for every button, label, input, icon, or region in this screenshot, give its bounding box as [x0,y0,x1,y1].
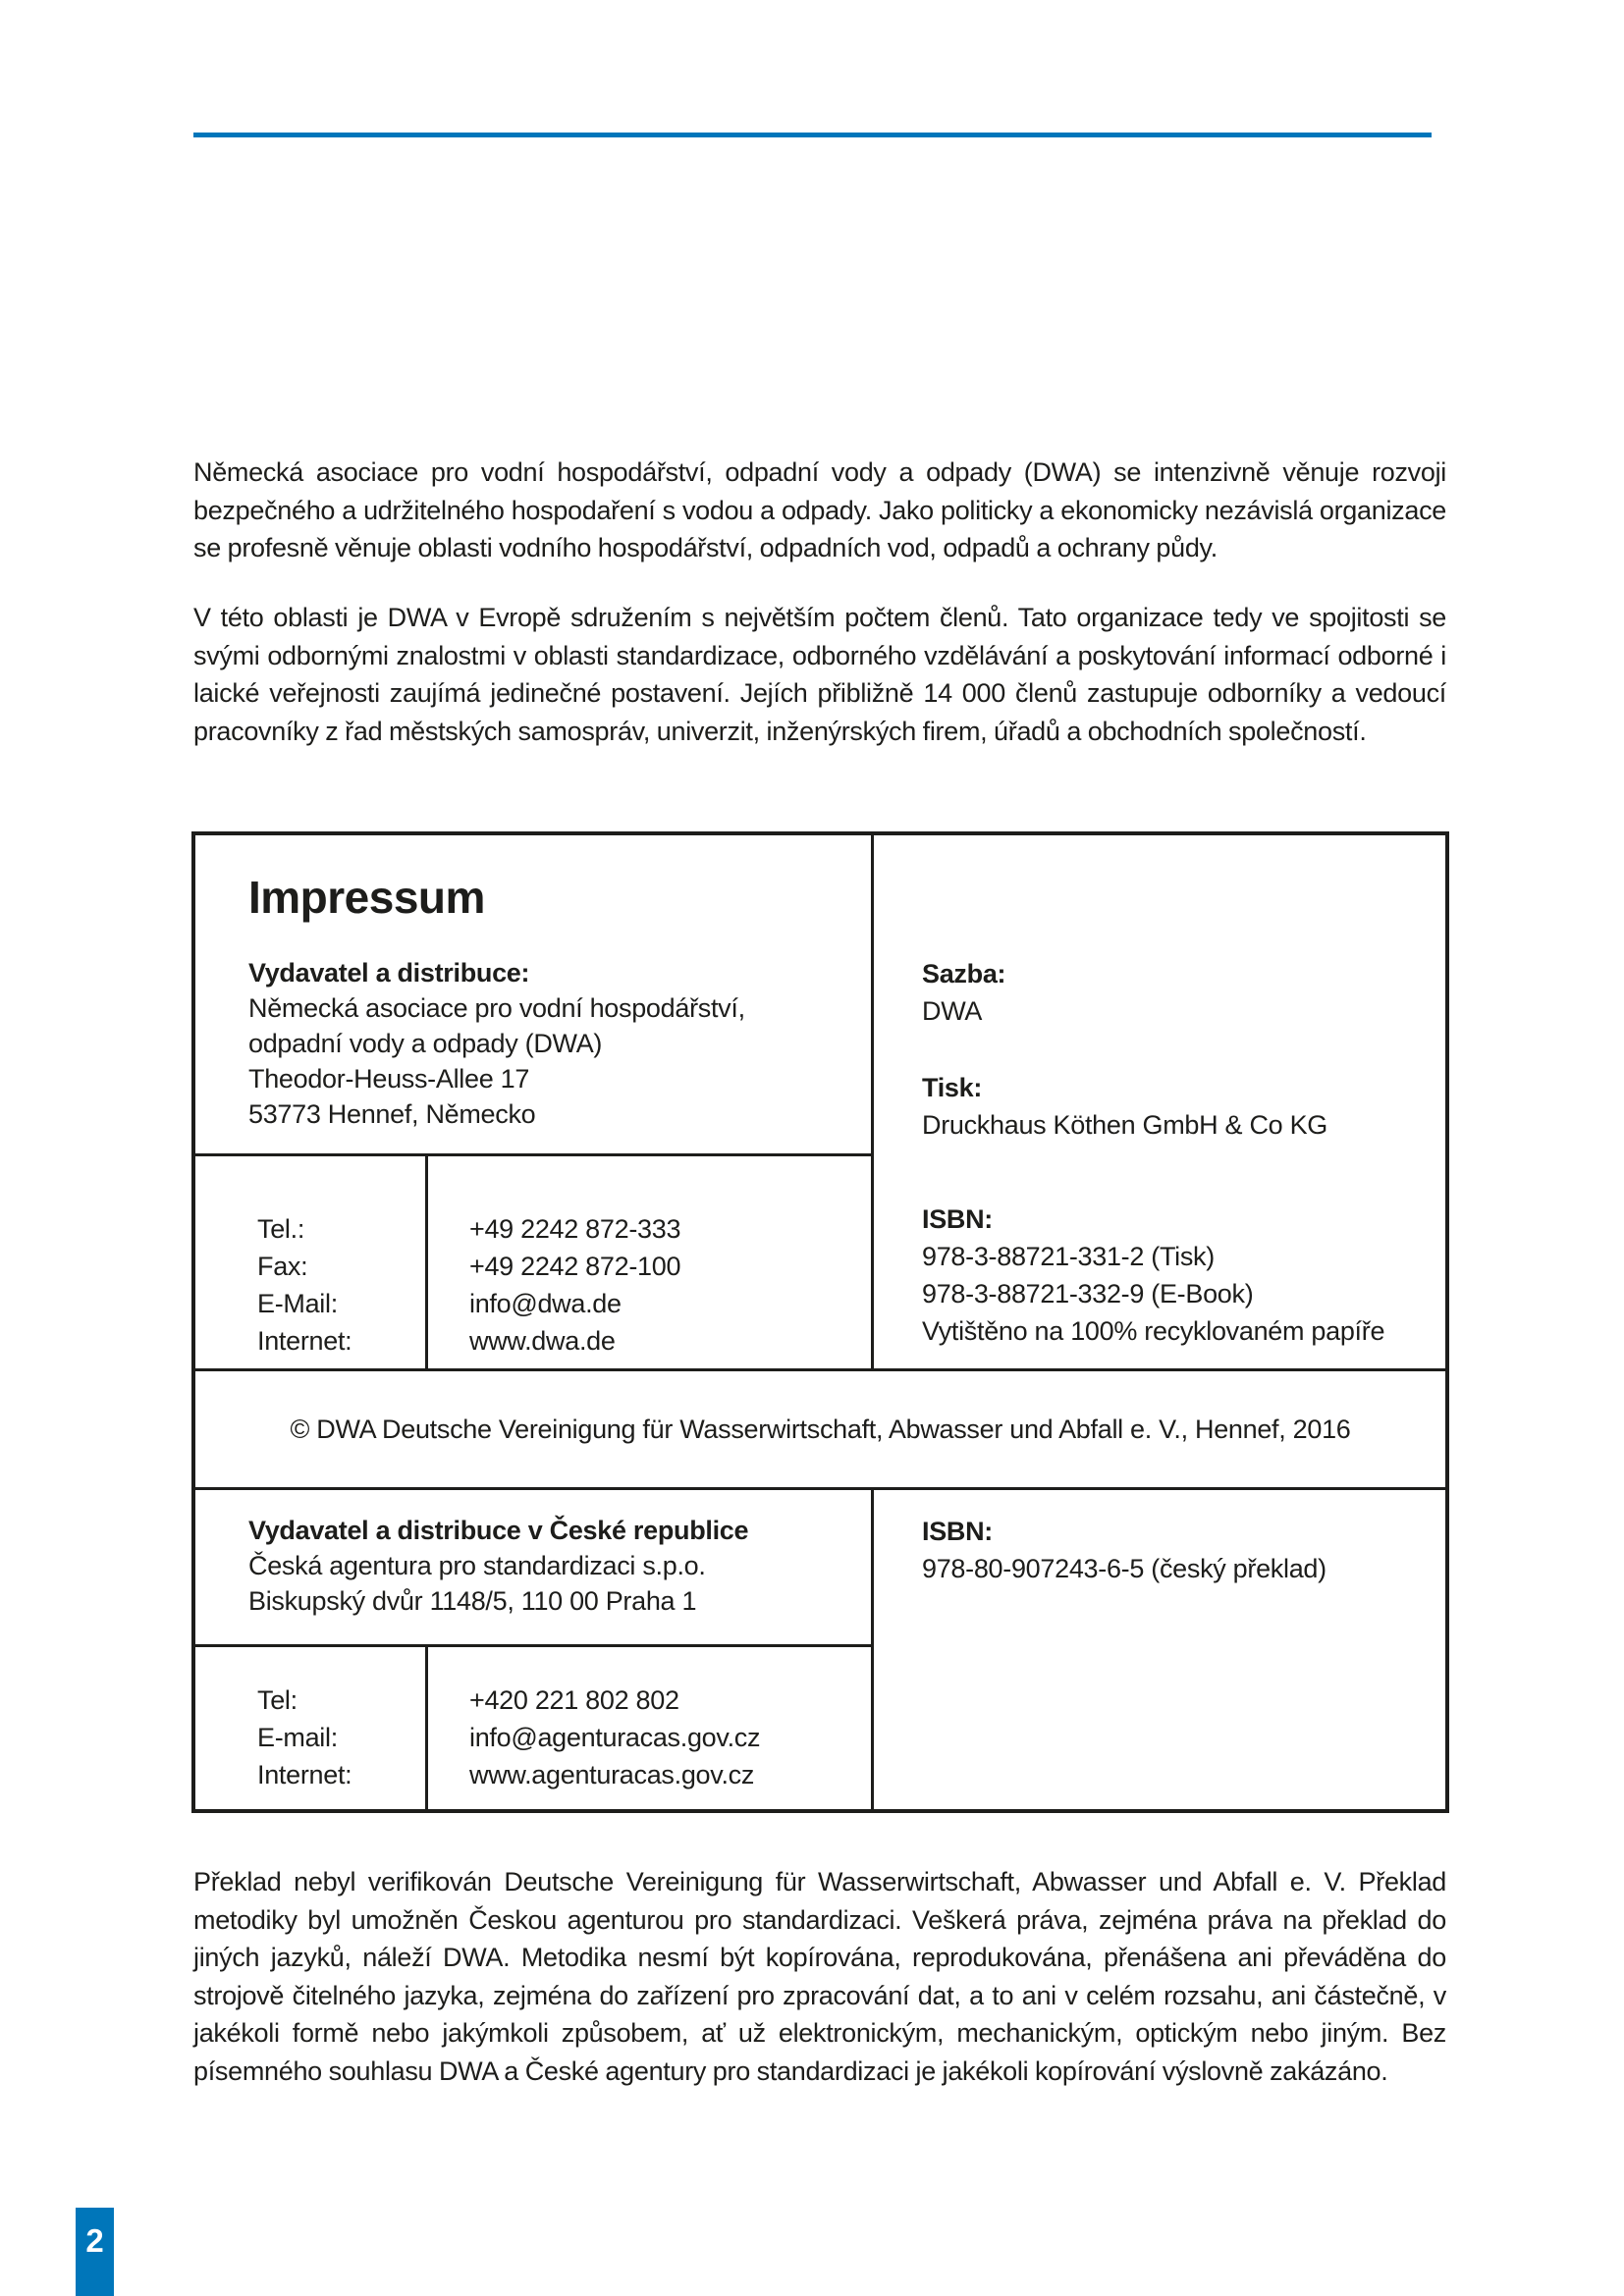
header-rule [193,133,1432,137]
publisher-de-line: Theodor-Heuss-Allee 17 [248,1064,530,1094]
contact-de-labels [257,1210,352,1360]
contact-cz-label: Internet: [257,1760,352,1789]
recycled-paper-note: Vytištěno na 100% recyklovaném papíře [922,1316,1385,1346]
publisher-cz-label: Vydavatel a distribuce v České republice [248,1516,749,1545]
copyright-row [195,1371,1445,1487]
divider-main-vertical-lower [871,1490,874,1809]
production-block [922,955,1433,1350]
isbn-de-line: 978-3-88721-331-2 (Tisk) [922,1242,1215,1271]
divider-publisher-contact [195,1153,874,1156]
isbn-de-label: ISBN: [922,1204,993,1234]
print-value: Druckhaus Köthen GmbH & Co KG [922,1110,1327,1140]
intro-paragraph-1: Německá asociace pro vodní hospodářství, odpadní vody a odpady (DWA) se intenzivně věnuje rozvoji bezpečného a udržitelného hospodaření s vodou a odpady. Jako politicky a ekonomicky nezávislá organizace se profesně věnuje oblasti vodního hospodářství, odpadních vod, odpadů a ochrany půdy. [193,457,1446,562]
print-group [922,1069,1433,1144]
print-label: Tisk: [922,1073,983,1102]
publisher-cz-line: Česká agentura pro standardizaci s.p.o. [248,1551,706,1580]
isbn-cz-value: 978-80-907243-6-5 (český překlad) [922,1554,1326,1583]
contact-de-label: Tel.: [257,1214,305,1244]
divider-main-vertical-upper [871,835,874,1368]
contact-cz-value: www.agenturacas.gov.cz [469,1760,755,1789]
contact-de-value: +49 2242 872-100 [469,1252,681,1281]
divider-copyright-bottom [195,1487,1445,1490]
contact-de-label: Fax: [257,1252,308,1281]
impressum-box [191,831,1449,1813]
publisher-cz-block [248,1513,857,1619]
publisher-de-line: 53773 Hennef, Německo [248,1099,536,1129]
contact-cz-label: Tel: [257,1685,298,1715]
isbn-cz-block [922,1513,1433,1587]
page-number-badge [76,2208,114,2296]
isbn-de-group [922,1201,1433,1350]
divider-contact-cz-columns [425,1647,428,1809]
page-number: 2 [85,2222,104,2259]
typesetting-group [922,955,1433,1030]
contact-de-label: E-Mail: [257,1289,338,1318]
divider-publisher-cz-contact [195,1644,874,1647]
contact-cz-value: info@agenturacas.gov.cz [469,1723,761,1752]
publisher-de-label: Vydavatel a distribuce: [248,958,530,988]
copyright-text: © DWA Deutsche Vereinigung für Wasserwirtschaft, Abwasser und Abfall e. V., Hennef, 2016 [290,1414,1351,1444]
typesetting-value: DWA [922,996,983,1026]
contact-de-value: info@dwa.de [469,1289,622,1318]
publisher-de-block [248,955,857,1132]
contact-cz-values [469,1682,760,1793]
contact-cz-labels [257,1682,352,1793]
contact-de-value: www.dwa.de [469,1326,616,1356]
intro-paragraph-2: V této oblasti je DWA v Evropě sdružením s největším počtem členů. Tato organizace tedy ve spojitosti se svými odbornými znalostmi v oblasti standardizace, odborného vzdělávání a poskytování informací odborné i laické veřejnosti zaujímá jedinečné postavení. Jejích přibližně 14 000 členů zastupuje odborníky a vedoucí pracovníky z řad městských samospráv, univerzit, inženýrských firem, úřadů a obchodních společností. [193,603,1446,746]
isbn-cz-label: ISBN: [922,1517,993,1546]
publisher-de-line: Německá asociace pro vodní hospodářství, [248,993,745,1023]
contact-de-value: +49 2242 872-333 [469,1214,681,1244]
impressum-title: Impressum [248,872,485,923]
publisher-cz-line: Biskupský dvůr 1148/5, 110 00 Praha 1 [248,1586,697,1616]
contact-cz-value: +420 221 802 802 [469,1685,679,1715]
isbn-de-line: 978-3-88721-332-9 (E-Book) [922,1279,1254,1308]
contact-de-label: Internet: [257,1326,352,1356]
publisher-de-line: odpadní vody a odpady (DWA) [248,1029,603,1058]
divider-contact-de-columns [425,1156,428,1368]
typesetting-label: Sazba: [922,959,1006,988]
contact-cz-label: E-mail: [257,1723,338,1752]
copyright-notice-paragraph: Překlad nebyl verifikován Deutsche Vereinigung für Wasserwirtschaft, Abwasser und Abfall e. V. Překlad metodiky byl umožněn Českou agenturou pro standardizaci. Veškerá práva, zejména práva na překlad do jiných jazyků, náleží DWA. Metodika nesmí být kopírována, reprodukována, přenášena ani převáděna do strojově čitelného jazyka, zejména do zařízení pro zpracování dat, a to ani v celém rozsahu, ani částečně, v jakékoli formě nebo jakýmkoli způsobem, ať už elektronickým, mechanickým, optickým nebo jiným. Bez písemného souhlasu DWA a České agentury pro standardizaci je jakékoli kopírování výslovně zakázáno. [193,1867,1446,2086]
contact-de-values [469,1210,680,1360]
